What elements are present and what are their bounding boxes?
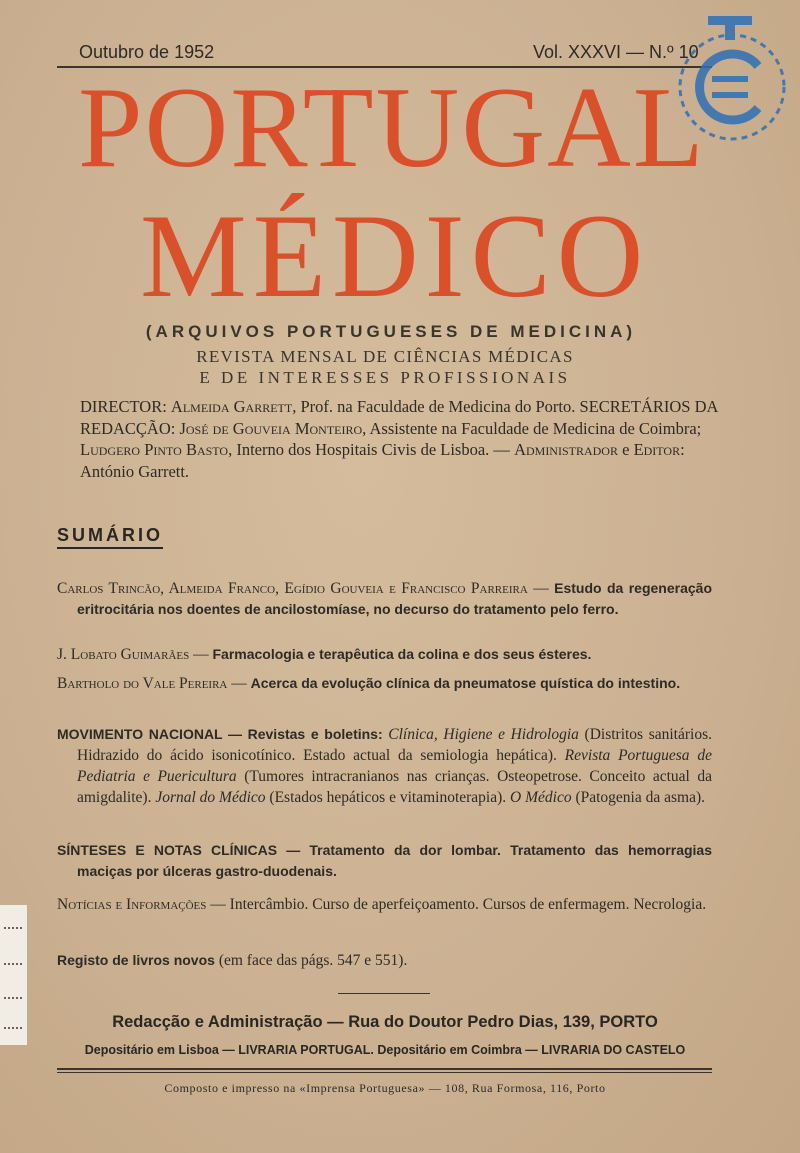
journal-jornal-medico-topics: (Estados hepáticos e vitaminoterapia). — [269, 789, 507, 806]
journal-jornal-medico: Jornal do Médico — [155, 789, 266, 806]
editor-label: Editor: — [633, 440, 685, 459]
footer-rule-bottom — [57, 1072, 712, 1073]
secretary-2-name: Ludgero Pinto Basto, — [80, 440, 233, 459]
toc-entry-6 — [57, 894, 712, 915]
toc-entry-3-authors: Bartholo do Vale Pereira — — [57, 675, 247, 692]
toc-entry-4-heading: MOVIMENTO NACIONAL — Revistas e boletins: — [57, 726, 383, 742]
toc-entry-7 — [57, 950, 712, 971]
title-medico: MÉDICO — [140, 189, 650, 322]
sumario-heading: SUMÁRIO — [57, 525, 163, 549]
toc-entry-7-text: (em face das págs. 547 e 551). — [218, 952, 408, 969]
journal-clinica-topics: (Distritos sanitários. Hidrazido do ácido isonicotínico. Estado actual da semiologia hepática). — [77, 726, 712, 764]
subtitle-interesses: E DE INTERESSES PROFISSIONAIS — [199, 368, 571, 387]
redaccao-address: Redacção e Administração — Rua do Doutor Pedro Dias, 139, PORTO — [112, 1013, 658, 1031]
toc-entry-2-authors: J. Lobato Guimarães — — [57, 646, 209, 663]
toc-entry-6-text: Intercâmbio. Curso de aperfeiçoamento. Cursos de enfermagem. Necrologia. — [229, 896, 707, 913]
toc-entry-1-title: Estudo da regeneração eritrocitária nos doentes de ancilostomíase, no decurso do tratamento pelo ferro. — [77, 580, 712, 617]
journal-clinica: Clínica, Higiene e Hidrologia — [388, 726, 579, 743]
toc-entry-5-heading: SÍNTESES E NOTAS CLÍNICAS — — [57, 842, 301, 858]
title-portugal: PORTUGAL — [78, 64, 706, 192]
administrator-name: António Garrett. — [80, 461, 190, 481]
spine-label — [0, 905, 28, 1045]
toc-entry-5 — [57, 840, 712, 882]
journal-o-medico-topics: (Patogenia da asma). — [575, 789, 706, 806]
journal-pediatria: Revista Portuguesa de Pediatria e Puericultura — [77, 747, 712, 785]
library-stamp-icon — [672, 12, 790, 142]
subtitle-archives: (ARQUIVOS PORTUGUESES DE MEDICINA) — [145, 322, 637, 341]
toc-entry-2 — [57, 644, 712, 665]
director-desc: Prof. na Faculdade de Medicina do Porto. — [300, 397, 576, 416]
secretaries-label: SECRETÁRIOS DA REDACÇÃO: — [80, 397, 718, 438]
toc-entry-1 — [57, 578, 712, 620]
toc-entry-3-title: Acerca da evolução clínica da pneumatose quística do intestino. — [250, 675, 681, 691]
director-name: Almeida Garrett, — [170, 397, 297, 416]
subtitle-revista: REVISTA MENSAL DE CIÊNCIAS MÉDICAS — [196, 347, 574, 366]
toc-entry-3 — [57, 673, 712, 694]
toc-entry-4 — [57, 724, 712, 808]
and-word: e — [622, 440, 630, 459]
secretary-1-name: José de Gouveia Monteiro, — [179, 418, 367, 438]
administrator-label: Administrador — [514, 440, 618, 459]
toc-entry-2-title: Farmacologia e terapêutica da colina e dos seus ésteres. — [212, 646, 592, 662]
toc-entry-1-authors: Carlos Trincão, Almeida Franco, Egídio Gouveia e Francisco Parreira — — [57, 580, 549, 597]
secretary-1-desc: Assistente na Faculdade de Medicina de Coimbra; — [369, 418, 702, 438]
director-label: DIRECTOR: — [80, 397, 167, 416]
issue-date: Outubro de 1952 — [79, 42, 215, 62]
printer-line: Composto e impresso na «Imprensa Portuguesa» — 108, Rua Formosa, 116, Porto — [164, 1081, 606, 1095]
depositarios: Depositário em Lisboa — LIVRARIA PORTUGAL. Depositário em Coimbra — LIVRARIA DO CASTELO — [84, 1043, 686, 1057]
toc-entry-7-heading: Registo de livros novos — [57, 952, 215, 968]
issue-volume: Vol. XXXVI — N.º 10 — [533, 42, 699, 62]
toc-entry-5-title: Tratamento da dor lombar. Tratamento das hemorragias maciças por úlceras gastro-duodenais. — [77, 842, 713, 879]
footer-separator — [338, 993, 430, 994]
footer-rule-top — [57, 1068, 712, 1070]
toc-entry-6-heading: Notícias e Informações — — [57, 896, 226, 913]
journal-o-medico: O Médico — [510, 789, 572, 806]
journal-pediatria-topics: (Tumores intracranianos nas crianças. Osteopetrose. Conceito actual da amigdalite). — [77, 768, 712, 806]
editorial-staff — [80, 396, 720, 482]
secretary-2-desc: Interno dos Hospitais Civis de Lisboa. — — [236, 440, 510, 459]
